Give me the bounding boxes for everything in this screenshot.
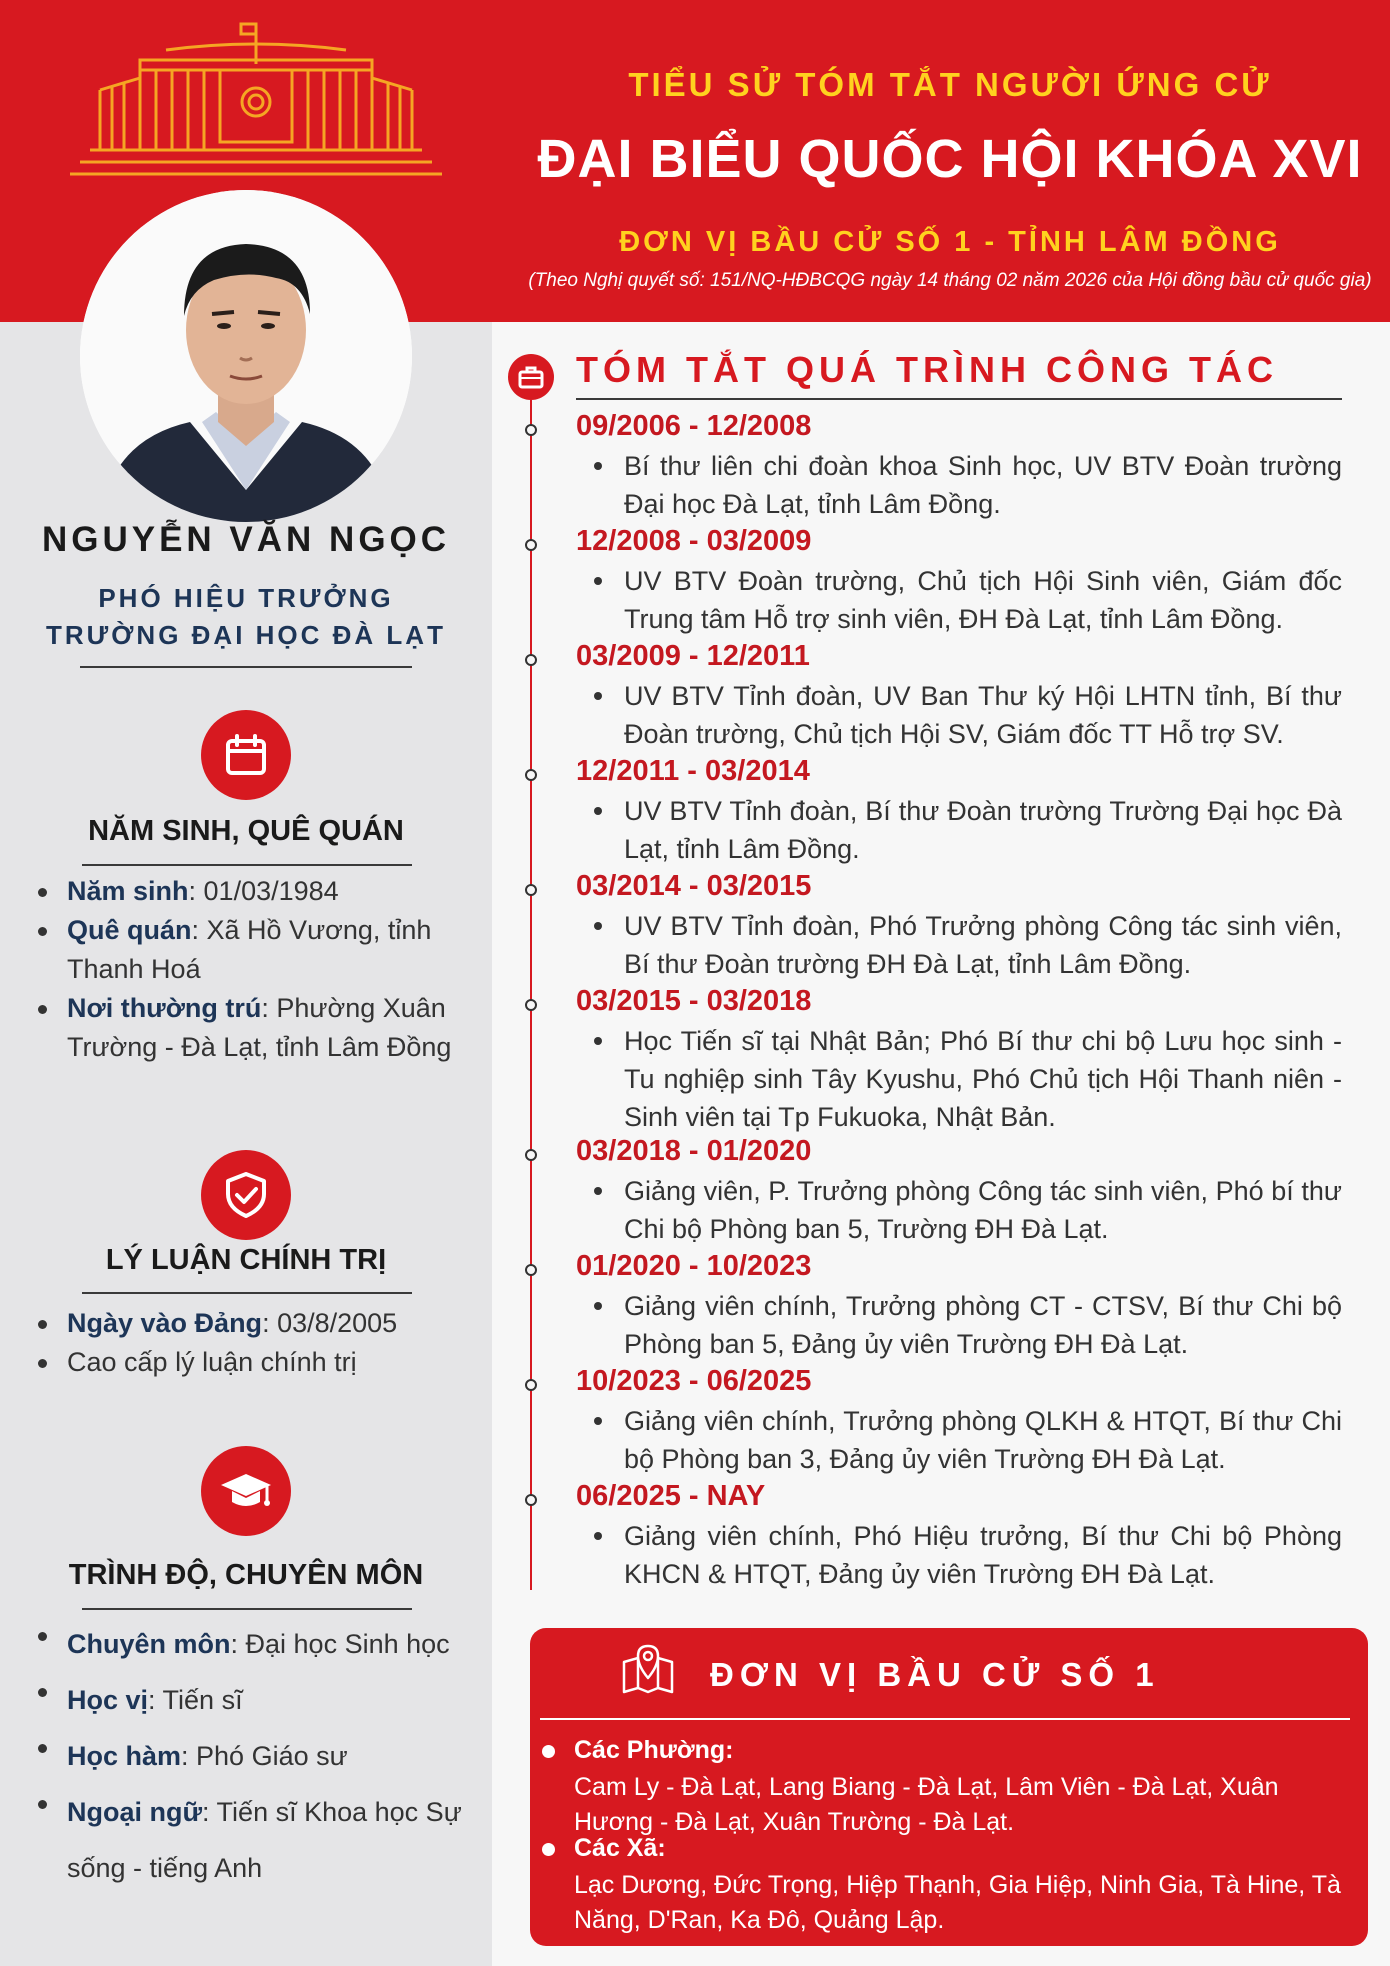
timeline-line: [530, 400, 532, 1590]
timeline-description: UV BTV Tỉnh đoàn, UV Ban Thư ký Hội LHTN tỉnh, Bí thư Đoàn trường, Chủ tịch Hội SV, Giám đốc TT Hỗ trợ SV.: [590, 677, 1342, 753]
list-item: [32, 1304, 472, 1343]
divider: [82, 1292, 412, 1294]
info-value: : Tiến sĩ: [148, 1685, 243, 1715]
position-line-2: TRƯỜNG ĐẠI HỌC ĐÀ LẠT: [46, 620, 446, 650]
map-pin-icon: [620, 1640, 676, 1696]
list-item: [32, 1672, 472, 1728]
info-value: : Tiến sĩ Khoa học Sự sống - tiếng Anh: [67, 1797, 462, 1883]
timeline-dot: [525, 999, 537, 1011]
calendar-icon: [201, 710, 291, 800]
education-info-list: [32, 1616, 472, 1896]
timeline-date: 03/2014 - 03/2015: [576, 870, 812, 902]
info-label: Ngoại ngữ: [67, 1797, 203, 1827]
politics-info-list: [32, 1304, 472, 1382]
list-item: [32, 1784, 472, 1896]
info-value: Cao cấp lý luận chính trị: [67, 1347, 357, 1377]
timeline-dot: [525, 1379, 537, 1391]
info-label: Quê quán: [67, 915, 192, 945]
timeline-date: 06/2025 - NAY: [576, 1480, 766, 1512]
timeline-date: 10/2023 - 06/2025: [576, 1365, 812, 1397]
communes-label: Các Xã:: [574, 1834, 666, 1862]
position-line-1: PHÓ HIỆU TRƯỞNG: [98, 583, 394, 613]
timeline-description: Giảng viên chính, Trưởng phòng QLKH & HTQT, Bí thư Chi bộ Phòng ban 3, Đảng ủy viên Trường ĐH Đà Lạt.: [590, 1402, 1342, 1478]
divider: [82, 864, 412, 866]
timeline-date: 03/2018 - 01/2020: [576, 1135, 812, 1167]
candidate-portrait: [80, 190, 412, 522]
bullet: [542, 1745, 555, 1758]
info-value: : 01/03/1984: [188, 876, 339, 906]
info-label: Học vị: [67, 1685, 149, 1715]
timeline-date: 09/2006 - 12/2008: [576, 410, 812, 442]
list-item: [32, 872, 472, 911]
graduation-cap-icon: [201, 1446, 291, 1536]
education-section-title: TRÌNH ĐỘ, CHUYÊN MÔN: [68, 1559, 424, 1591]
timeline-dot: [525, 769, 537, 781]
info-label: Chuyên môn: [67, 1629, 231, 1659]
timeline-date: 03/2015 - 03/2018: [576, 985, 812, 1017]
info-value: : Phường Xuân Trường - Đà Lạt, tỉnh Lâm Đồng: [67, 993, 452, 1062]
candidate-name: NGUYỄN VĂN NGỌC: [41, 520, 451, 559]
bullet: [542, 1843, 555, 1856]
national-assembly-building-icon: [70, 20, 442, 180]
divider: [540, 1718, 1350, 1720]
timeline-title: TÓM TẮT QUÁ TRÌNH CÔNG TÁC: [576, 349, 1278, 390]
timeline-dot: [525, 1264, 537, 1276]
timeline-date: 03/2009 - 12/2011: [576, 640, 810, 672]
info-value: : Đại học Sinh học: [230, 1629, 450, 1659]
info-value: : Phó Giáo sư: [181, 1741, 348, 1771]
header-electoral-unit: ĐƠN VỊ BẦU CỬ SỐ 1 - TỈNH LÂM ĐỒNG: [619, 226, 1281, 258]
timeline-dot: [525, 539, 537, 551]
info-value: : Xã Hồ Vương, tỉnh Thanh Hoá: [67, 915, 432, 984]
header-subtitle: TIỂU SỬ TÓM TẮT NGƯỜI ỨNG CỬ: [628, 66, 1272, 103]
list-item: [32, 989, 472, 1067]
birth-section-title: NĂM SINH, QUÊ QUÁN: [88, 815, 404, 847]
timeline-dot: [525, 1494, 537, 1506]
timeline-date: 01/2020 - 10/2023: [576, 1250, 812, 1282]
candidate-position: [0, 580, 492, 654]
politics-section-title: LÝ LUẬN CHÍNH TRỊ: [105, 1244, 387, 1276]
timeline-description: Bí thư liên chi đoàn khoa Sinh học, UV BTV Đoàn trường Đại học Đà Lạt, tỉnh Lâm Đồng.: [590, 447, 1342, 523]
timeline-description: UV BTV Tỉnh đoàn, Bí thư Đoàn trường Trường Đại học Đà Lạt, tỉnh Lâm Đồng.: [590, 792, 1342, 868]
birth-info-list: [32, 872, 472, 1067]
person-photo-icon: [80, 190, 412, 522]
list-item: [32, 911, 472, 989]
divider: [80, 666, 412, 668]
list-item: [32, 1728, 472, 1784]
timeline-dot: [525, 884, 537, 896]
timeline-date: 12/2011 - 03/2014: [576, 755, 810, 787]
timeline-date: 12/2008 - 03/2009: [576, 525, 812, 557]
timeline-description: Giảng viên chính, Phó Hiệu trưởng, Bí thư Chi bộ Phòng KHCN & HTQT, Đảng ủy viên Trường ĐH Đà Lạt.: [590, 1517, 1342, 1593]
info-label: Nơi thường trú: [67, 993, 262, 1023]
timeline-dot: [525, 1149, 537, 1161]
timeline-dot: [525, 424, 537, 436]
timeline-description: Giảng viên, P. Trưởng phòng Công tác sinh viên, Phó bí thư Chi bộ Phòng ban 5, Trường ĐH Đà Lạt.: [590, 1172, 1342, 1248]
shield-check-icon: [201, 1150, 291, 1240]
header-resolution-note: (Theo Nghị quyết số: 151/NQ-HĐBCQG ngày 14 tháng 02 năm 2026 của Hội đồng bầu cử quốc gia): [528, 270, 1372, 291]
info-label: Ngày vào Đảng: [67, 1308, 263, 1338]
briefcase-icon: [508, 354, 554, 400]
header-title: ĐẠI BIỂU QUỐC HỘI KHÓA XVI: [537, 129, 1363, 189]
wards-list: Cam Ly - Đà Lạt, Lang Biang - Đà Lạt, Lâm Viên - Đà Lạt, Xuân Hương - Đà Lạt, Xuân Trường - Đà Lạt.: [574, 1773, 1279, 1836]
info-label: Năm sinh: [67, 876, 189, 906]
timeline-description: UV BTV Tỉnh đoàn, Phó Trưởng phòng Công tác sinh viên, Bí thư Đoàn trường ĐH Đà Lạt, tỉnh Lâm Đồng.: [590, 907, 1342, 983]
list-item: [32, 1343, 472, 1382]
timeline-dot: [525, 654, 537, 666]
divider: [576, 398, 1342, 400]
timeline-description: Học Tiến sĩ tại Nhật Bản; Phó Bí thư chi bộ Lưu học sinh - Tu nghiệp sinh Tây Kyushu, Phó Chủ tịch Hội Thanh niên - Sinh viên tại Tp Fukuoka, Nhật Bản.: [590, 1022, 1342, 1136]
info-label: Học hàm: [67, 1741, 182, 1771]
timeline-description: Giảng viên chính, Trưởng phòng CT - CTSV, Bí thư Chi bộ Phòng ban 5, Đảng ủy viên Trường ĐH Đà Lạt.: [590, 1287, 1342, 1363]
divider: [82, 1608, 412, 1610]
list-item: [32, 1616, 472, 1672]
electoral-unit-box: [530, 1628, 1368, 1946]
wards-label: Các Phường:: [574, 1736, 734, 1764]
timeline-description: UV BTV Đoàn trường, Chủ tịch Hội Sinh viên, Giám đốc Trung tâm Hỗ trợ sinh viên, ĐH Đà Lạt, tỉnh Lâm Đồng.: [590, 562, 1342, 638]
info-value: : 03/8/2005: [262, 1308, 398, 1338]
electoral-box-title: ĐƠN VỊ BẦU CỬ SỐ 1: [710, 1656, 1160, 1693]
communes-list: Lạc Dương, Đức Trọng, Hiệp Thạnh, Gia Hiệp, Ninh Gia, Tà Hine, Tà Năng, D'Ran, Ka Đô, Quảng Lập.: [574, 1871, 1341, 1934]
